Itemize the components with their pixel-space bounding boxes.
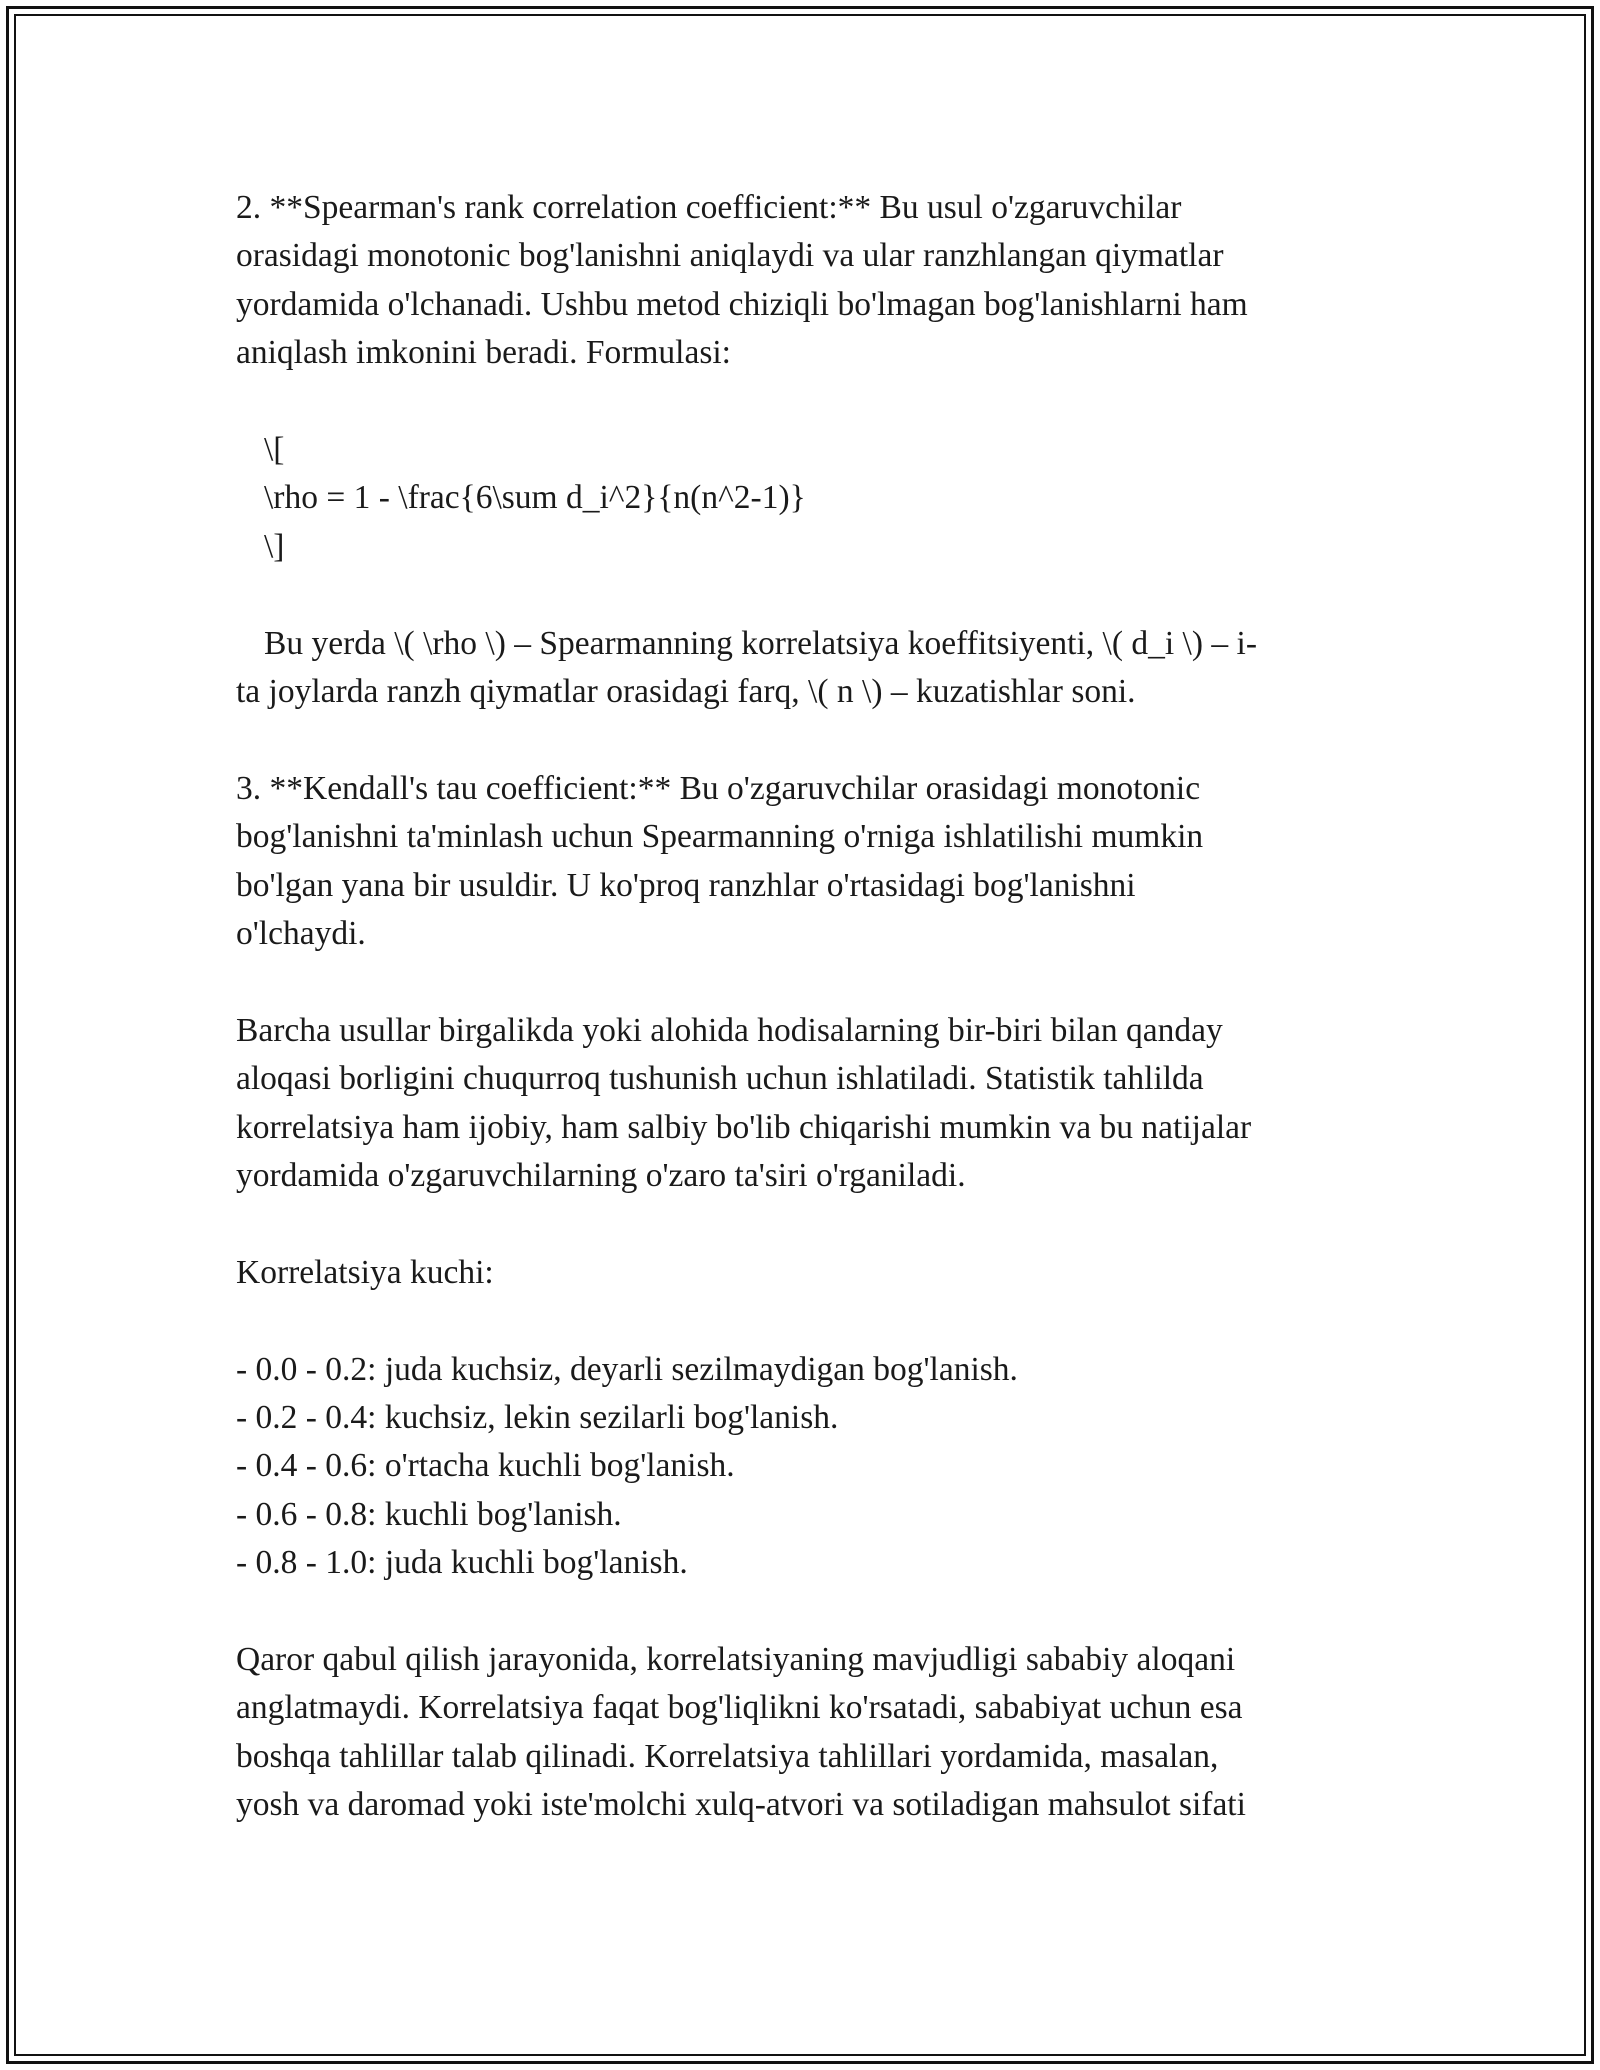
text-line: yordamida o'lchanadi. Ushbu metod chiziqli bo'lmagan bog'lanishlarni ham: [236, 285, 1248, 323]
text-line: yosh va daromad yoki iste'molchi xulq-atvori va sotiladigan mahsulot sifati: [236, 1786, 1246, 1824]
text-line: Barcha usullar birgalikda yoki alohida hodisalarning bir-biri bilan qanday: [236, 1011, 1223, 1049]
text-line: Qaror qabul qilish jarayonida, korrelatsiyaning mavjudligi sababiy aloqani: [236, 1641, 1236, 1679]
text-line: Bu yerda \( \rho \) – Spearmanning korrelatsiya koeffitsiyenti, \( d_i \) – i-: [264, 624, 1257, 662]
spearman-paragraph: [236, 184, 1366, 378]
heading-line: Korrelatsiya kuchi:: [236, 1253, 494, 1291]
list-item: - 0.2 - 0.4: kuchsiz, lekin sezilarli bog'lanish.: [236, 1399, 839, 1437]
formula-line: \]: [264, 527, 285, 565]
text-line: bo'lgan yana bir usuldir. U ko'proq ranzhlar o'rtasidagi bog'lanishni: [236, 866, 1136, 904]
text-line: boshqa tahlillar talab qilinadi. Korrelatsiya tahlillari yordamida, masalan,: [236, 1737, 1219, 1775]
text-line: orasidagi monotonic bog'lanishni aniqlaydi va ular ranzhlangan qiymatlar: [236, 237, 1224, 275]
list-item: - 0.6 - 0.8: kuchli bog'lanish.: [236, 1495, 622, 1533]
text-line: anglatmaydi. Korrelatsiya faqat bog'liqlikni ko'rsatadi, sababiyat uchun esa: [236, 1689, 1243, 1727]
text-line: 3. **Kendall's tau coefficient:** Bu o'zgaruvchilar orasidagi monotonic: [236, 769, 1201, 807]
text-line: ta joylarda ranzh qiymatlar orasidagi farq, \( n \) – kuzatishlar soni.: [236, 673, 1136, 711]
summary-paragraph: [236, 1007, 1366, 1201]
formula-line: \[: [264, 431, 285, 469]
text-line: aniqlash imkonini beradi. Formulasi:: [236, 334, 731, 372]
text-line: korrelatsiya ham ijobiy, ham salbiy bo'lib chiqarishi mumkin va bu natijalar: [236, 1108, 1252, 1146]
text-line: o'lchaydi.: [236, 915, 366, 953]
strength-list: [236, 1346, 1366, 1588]
list-item: - 0.0 - 0.2: juda kuchsiz, deyarli sezilmaydigan bog'lanish.: [236, 1350, 1018, 1388]
text-line: aloqasi borligini chuqurroq tushunish uchun ishlatiladi. Statistik tahlilda: [236, 1060, 1204, 1098]
text-line: bog'lanishni ta'minlash uchun Spearmanning o'rniga ishlatilishi mumkin: [236, 818, 1204, 856]
document-body: [236, 184, 1366, 1830]
strength-heading: [236, 1249, 1366, 1297]
decision-paragraph: [236, 1636, 1366, 1830]
text-line: yordamida o'zgaruvchilarning o'zaro ta'siri o'rganiladi.: [236, 1157, 966, 1195]
list-item: - 0.4 - 0.6: o'rtacha kuchli bog'lanish.: [236, 1447, 735, 1485]
spearman-formula: [236, 426, 1366, 571]
text-line: 2. **Spearman's rank correlation coefficient:** Bu usul o'zgaruvchilar: [236, 189, 1182, 226]
formula-explanation: [236, 620, 1366, 717]
kendall-paragraph: [236, 765, 1366, 959]
list-item: - 0.8 - 1.0: juda kuchli bog'lanish.: [236, 1544, 688, 1582]
formula-line: \rho = 1 - \frac{6\sum d_i^2}{n(n^2-1)}: [264, 479, 806, 517]
